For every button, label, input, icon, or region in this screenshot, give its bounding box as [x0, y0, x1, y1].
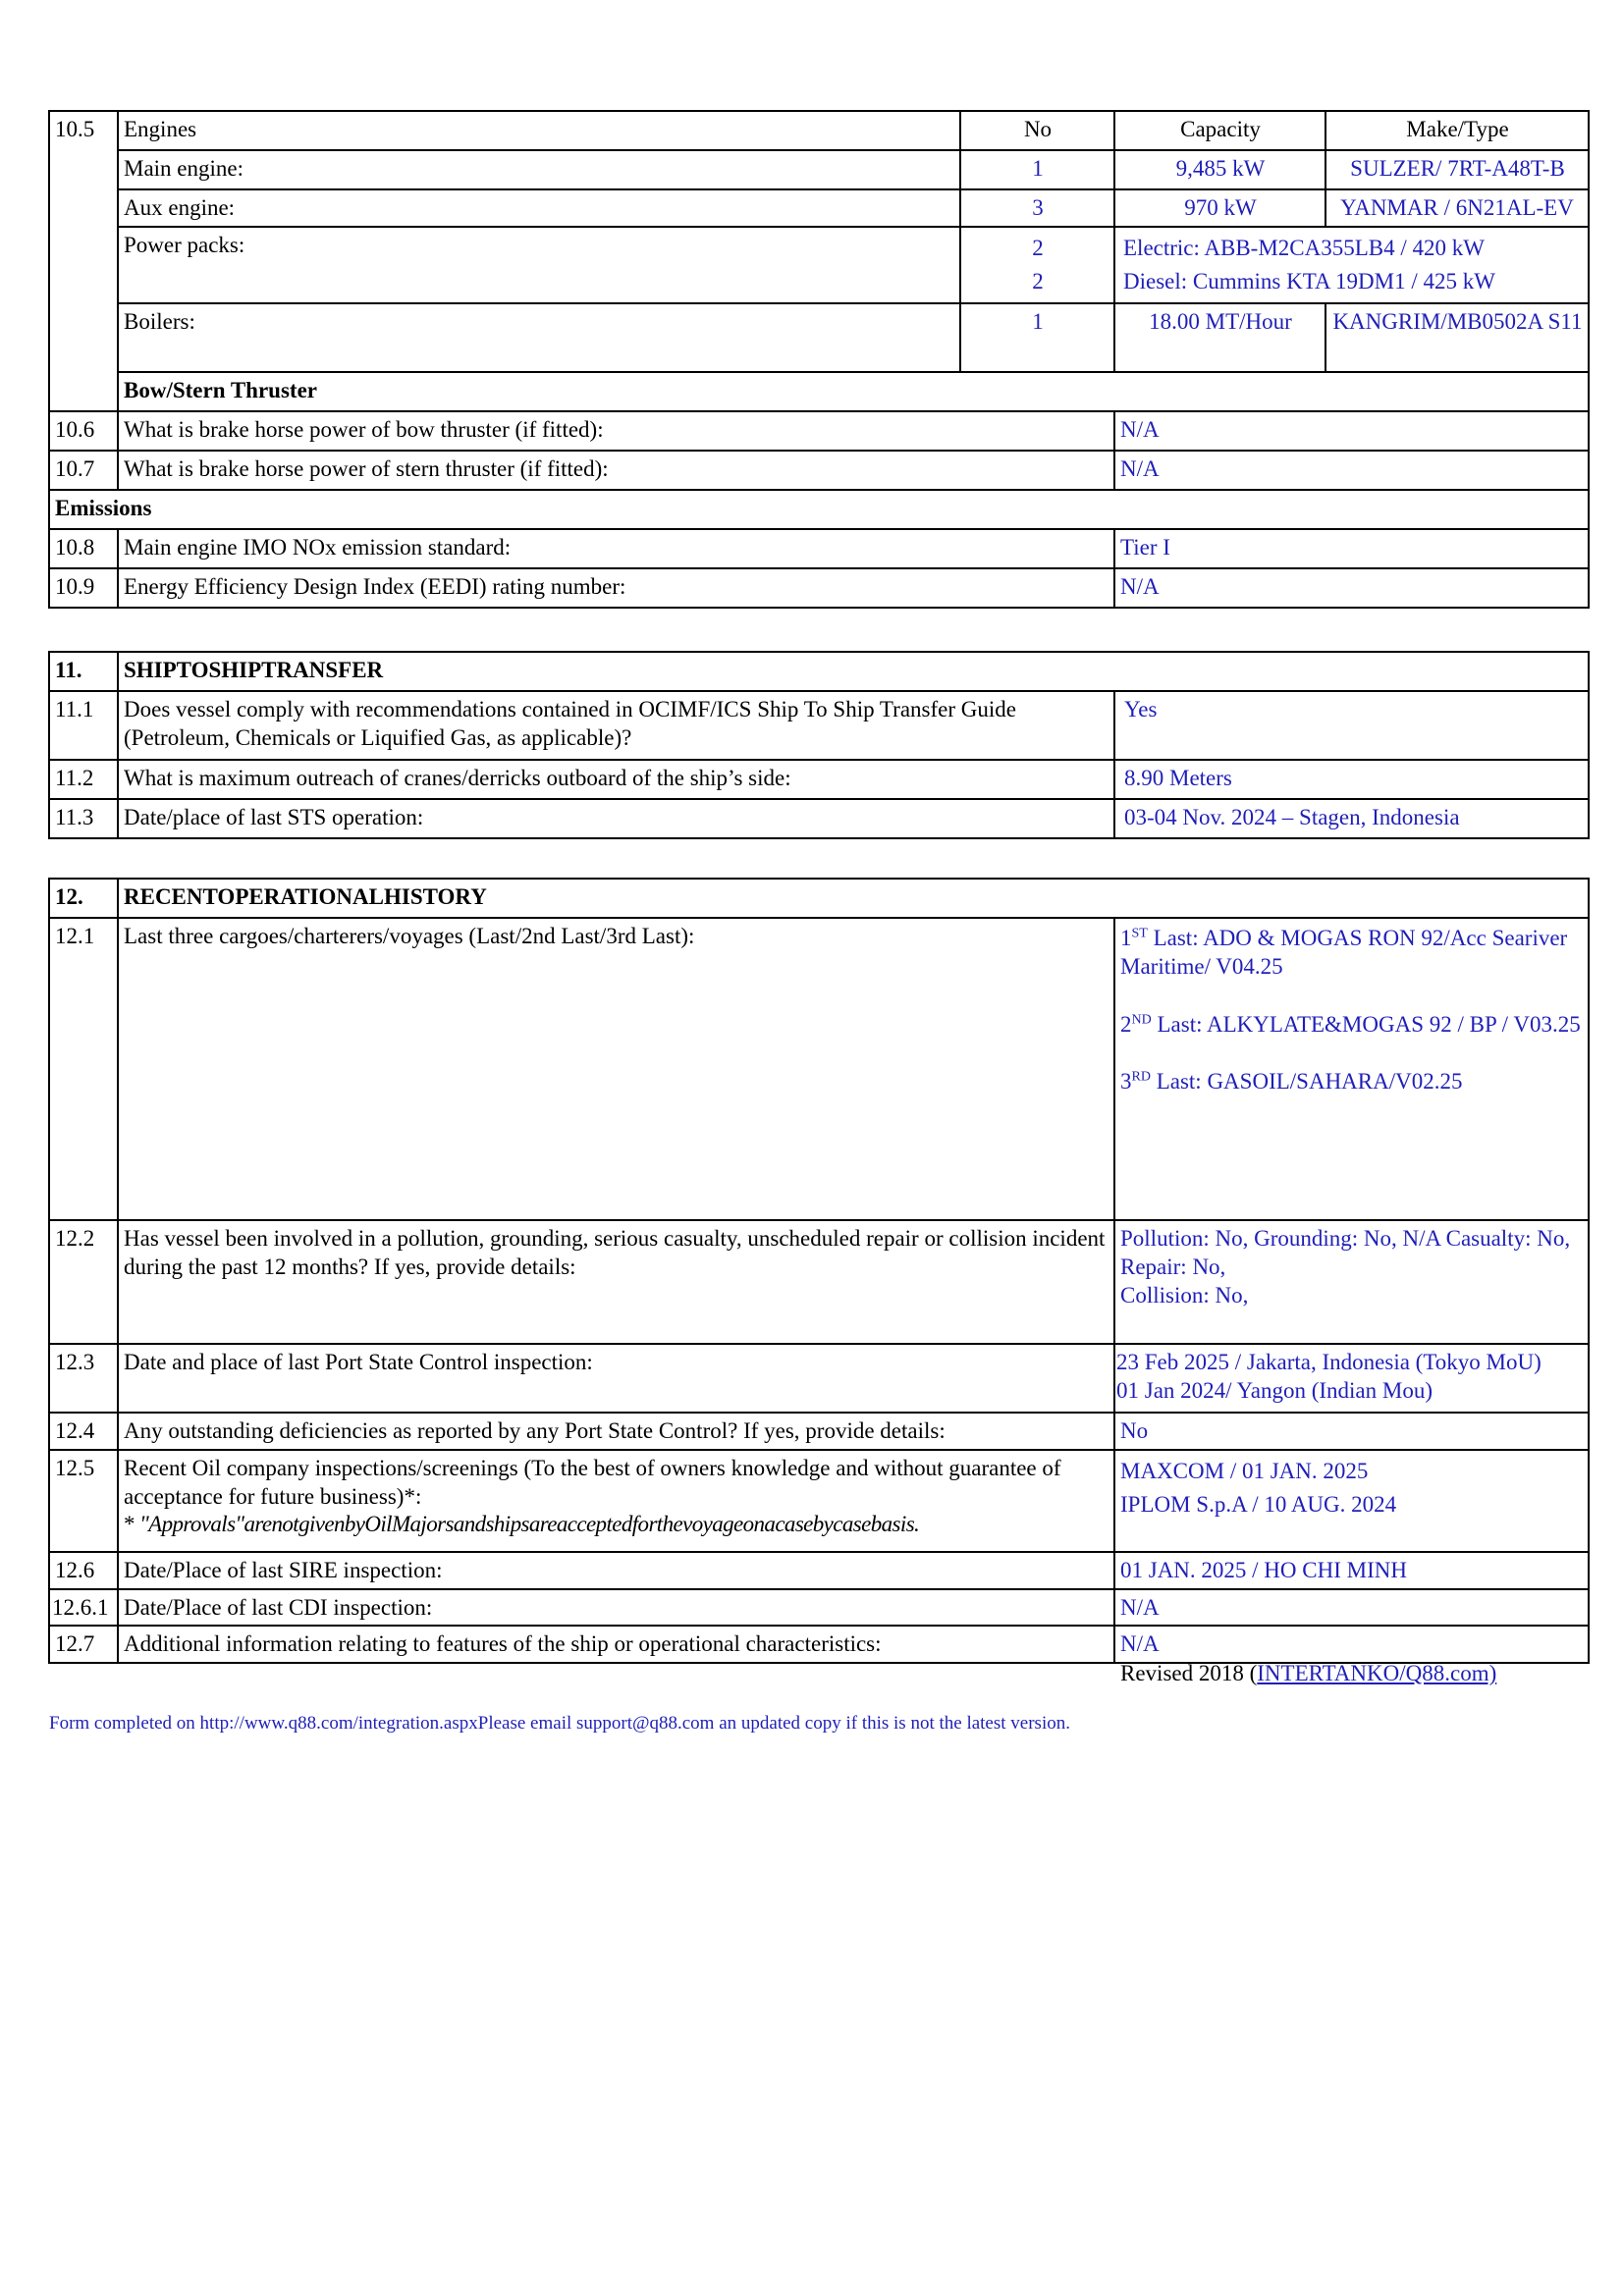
- q-10-7-answer: N/A: [1114, 451, 1589, 490]
- q-12-2-question: Has vessel been involved in a pollution, grounding, serious casualty, unscheduled repair or collision incident during the past 12 months? If yes, provide details:: [118, 1220, 1114, 1344]
- q-12-7-question: Additional information relating to features of the ship or operational characteristics:: [118, 1626, 1114, 1663]
- q-12-7-answer: N/A: [1114, 1626, 1589, 1663]
- boilers-label: Boilers:: [118, 303, 960, 372]
- q-12-4-number: 12.4: [49, 1413, 118, 1450]
- section-11-number: 11.: [49, 652, 118, 691]
- section-12-title: RECENTOPERATIONALHISTORY: [118, 879, 1589, 918]
- q-10-9-answer: N/A: [1114, 568, 1589, 608]
- main-engine-label: Main engine:: [118, 150, 960, 189]
- row-number: 10.5: [49, 111, 118, 411]
- q-10-9-question: Energy Efficiency Design Index (EEDI) rating number:: [118, 568, 1114, 608]
- q-10-8-number: 10.8: [49, 529, 118, 568]
- q-12-2-answer: [1114, 1220, 1589, 1344]
- q-12-4-question: Any outstanding deficiencies as reported by any Port State Control? If yes, provide details:: [118, 1413, 1114, 1450]
- power-packs-electric: Electric: ABB-M2CA355LB4 / 420 kW: [1123, 236, 1485, 260]
- q-10-7-number: 10.7: [49, 451, 118, 490]
- q-11-1-answer: Yes: [1114, 691, 1589, 760]
- operational-history-table: [48, 878, 1590, 1664]
- q-12-1-number: 12.1: [49, 918, 118, 1220]
- q-12-3-answer: [1114, 1344, 1589, 1413]
- power-packs-details: [1114, 227, 1589, 303]
- bow-stern-thruster-heading: Bow/Stern Thruster: [118, 372, 1589, 411]
- q-11-2-question: What is maximum outreach of cranes/derricks outboard of the ship’s side:: [118, 760, 1114, 799]
- section-11-title: SHIPTOSHIPTRANSFER: [118, 652, 1589, 691]
- main-engine-make: SULZER/ 7RT-A48T-B: [1325, 150, 1589, 189]
- section-12-number: 12.: [49, 879, 118, 918]
- q-11-1-number: 11.1: [49, 691, 118, 760]
- q-12-1-question: Last three cargoes/charterers/voyages (Last/2nd Last/3rd Last):: [118, 918, 1114, 1220]
- q-12-6-number: 12.6: [49, 1552, 118, 1589]
- main-engine-no: 1: [960, 150, 1114, 189]
- emissions-heading: Emissions: [49, 490, 1589, 529]
- q-12-6-1-question: Date/Place of last CDI inspection:: [118, 1589, 1114, 1627]
- q-12-6-question: Date/Place of last SIRE inspection:: [118, 1552, 1114, 1589]
- q-12-5-number: 12.5: [49, 1450, 118, 1552]
- q-12-5-question: [118, 1450, 1114, 1552]
- q-12-6-1-answer: N/A: [1114, 1589, 1589, 1627]
- q-11-1-question: Does vessel comply with recommendations contained in OCIMF/ICS Ship To Ship Transfer Guide (Petroleum, Chemicals or Liquified Gas, as applicable)?: [118, 691, 1114, 760]
- boilers-make: KANGRIM/MB0502A S11: [1325, 303, 1589, 372]
- revision-note: [1120, 1661, 1496, 1686]
- boilers-no: 1: [960, 303, 1114, 372]
- q-12-6-1-number: 12.6.1: [49, 1589, 118, 1627]
- power-packs-no-1: 2: [1032, 236, 1044, 260]
- oil-inspection-2: IPLOM S.p.A / 10 AUG. 2024: [1120, 1491, 1397, 1517]
- aux-engine-capacity: 970 kW: [1114, 189, 1325, 227]
- intertanko-link[interactable]: INTERTANKO/Q88.com): [1257, 1661, 1497, 1685]
- power-packs-no: [960, 227, 1114, 303]
- q-12-4-answer: No: [1114, 1413, 1589, 1450]
- q-10-6-question: What is brake horse power of bow thruster (if fitted):: [118, 411, 1114, 451]
- psc-inspection-2: 01 Jan 2024/ Yangon (Indian Mou): [1116, 1377, 1433, 1403]
- last-cargo-1: 1ST Last: ADO & MOGAS RON 92/Acc Seariver Maritime/ V04.25: [1120, 926, 1568, 979]
- power-packs-diesel: Diesel: Cummins KTA 19DM1 / 425 kW: [1123, 269, 1495, 294]
- q-11-2-number: 11.2: [49, 760, 118, 799]
- pollution-grounding-casualty: Pollution: No, Grounding: No, N/A Casualty: No,: [1120, 1226, 1571, 1251]
- q-12-5-text: Recent Oil company inspections/screenings (To the best of owners knowledge and without guarantee of acceptance for future business)*:: [124, 1455, 1061, 1509]
- aux-engine-label: Aux engine:: [118, 189, 960, 227]
- engines-header: Engines: [118, 111, 960, 150]
- q-12-5-note: * "Approvals"arenotgivenbyOilMajorsandshipsareacceptedforthevoyageonacasebycasebasis.: [124, 1512, 920, 1537]
- revised-label: Revised 2018 (: [1120, 1661, 1258, 1685]
- boilers-capacity: 18.00 MT/Hour: [1114, 303, 1325, 372]
- no-header: No: [960, 111, 1114, 150]
- last-cargo-2: 2ND Last: ALKYLATE&MOGAS 92 / BP / V03.25: [1120, 1011, 1581, 1037]
- q-12-1-answer: [1114, 918, 1589, 1220]
- aux-engine-no: 3: [960, 189, 1114, 227]
- power-packs-label: Power packs:: [118, 227, 960, 303]
- ship-to-ship-table: [48, 651, 1590, 839]
- engines-table: [48, 110, 1590, 609]
- q-10-6-number: 10.6: [49, 411, 118, 451]
- form-completed-note: Form completed on http://www.q88.com/integration.aspxPlease email support@q88.com an updated copy if this is not the latest version.: [49, 1713, 1070, 1734]
- power-packs-no-2: 2: [1032, 269, 1044, 294]
- capacity-header: Capacity: [1114, 111, 1325, 150]
- q-10-9-number: 10.9: [49, 568, 118, 608]
- q-12-3-number: 12.3: [49, 1344, 118, 1413]
- main-engine-capacity: 9,485 kW: [1114, 150, 1325, 189]
- q-12-5-answer: [1114, 1450, 1589, 1552]
- q-10-8-answer: Tier I: [1114, 529, 1589, 568]
- q-10-7-question: What is brake horse power of stern thruster (if fitted):: [118, 451, 1114, 490]
- make-type-header: Make/Type: [1325, 111, 1589, 150]
- psc-inspection-1: 23 Feb 2025 / Jakarta, Indonesia (Tokyo MoU): [1116, 1350, 1542, 1374]
- aux-engine-make: YANMAR / 6N21AL-EV: [1325, 189, 1589, 227]
- q-12-7-number: 12.7: [49, 1626, 118, 1663]
- q-11-2-answer: 8.90 Meters: [1114, 760, 1589, 799]
- q-12-6-answer: 01 JAN. 2025 / HO CHI MINH: [1114, 1552, 1589, 1589]
- q-10-6-answer: N/A: [1114, 411, 1589, 451]
- q-11-3-answer: 03-04 Nov. 2024 – Stagen, Indonesia: [1114, 799, 1589, 838]
- q-11-3-question: Date/place of last STS operation:: [118, 799, 1114, 838]
- q-11-3-number: 11.3: [49, 799, 118, 838]
- collision-status: Collision: No,: [1120, 1282, 1249, 1308]
- repair-status: Repair: No,: [1120, 1254, 1226, 1279]
- q-12-2-number: 12.2: [49, 1220, 118, 1344]
- q-10-8-question: Main engine IMO NOx emission standard:: [118, 529, 1114, 568]
- q-12-3-question: Date and place of last Port State Control inspection:: [118, 1344, 1114, 1413]
- last-cargo-3: 3RD Last: GASOIL/SAHARA/V02.25: [1120, 1069, 1463, 1095]
- oil-inspection-1: MAXCOM / 01 JAN. 2025: [1120, 1458, 1369, 1483]
